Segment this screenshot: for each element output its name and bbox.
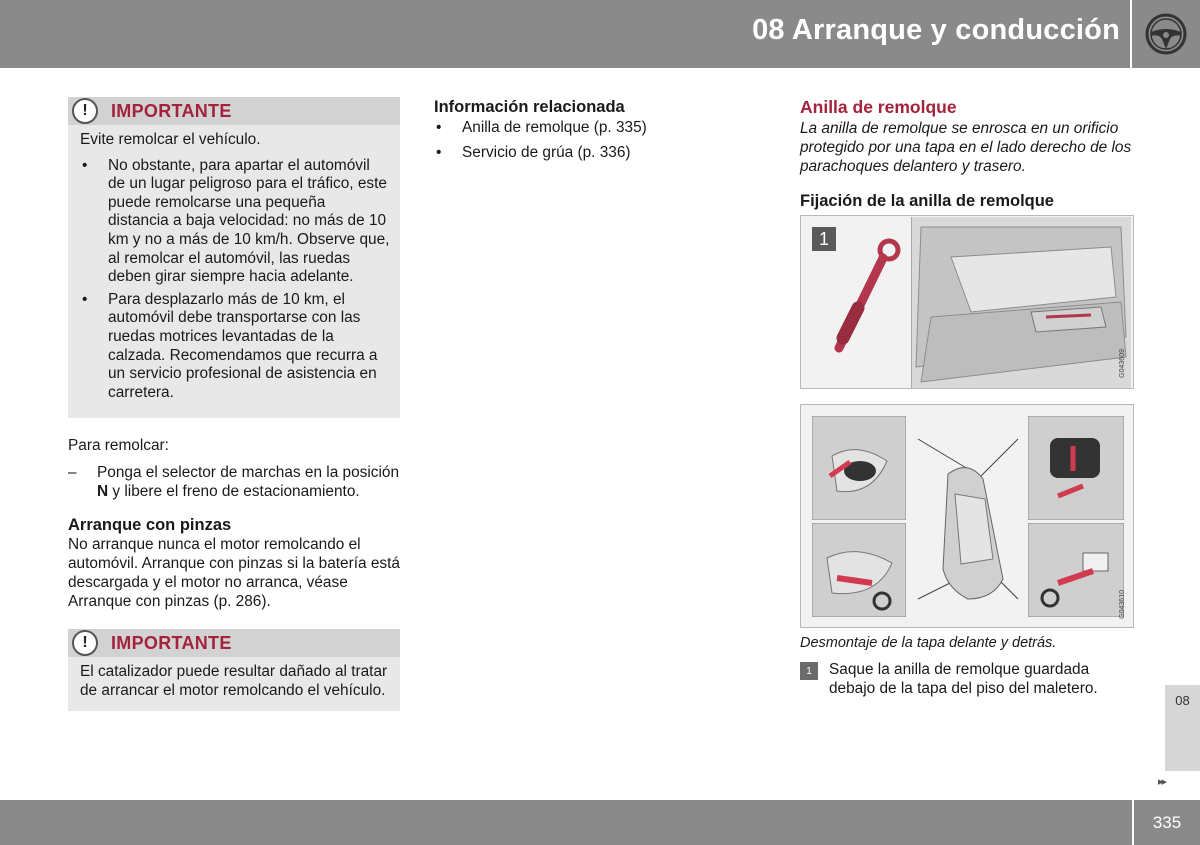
bullet-text: Para desplazarlo más de 10 km, el automóvil debe transportarse con las ruedas motrices levantadas de la calzada. Recomendamos que recurra a un servicio profesional de asistencia en carretera. (108, 290, 378, 401)
column-middle (434, 97, 774, 166)
step-number: 1 (800, 662, 818, 680)
important-header (68, 629, 400, 657)
figure-cover-removal (800, 404, 1134, 628)
important-body (68, 125, 400, 418)
figure-tow-eye-storage (800, 215, 1134, 389)
step-text-after: y libere el freno de estacionamiento. (108, 483, 360, 501)
gear-n: N (97, 483, 109, 501)
subsection-heading: Fijación de la anilla de remolque (800, 192, 1054, 210)
jump-start-heading: Arranque con pinzas (68, 516, 232, 535)
figure-caption: Desmontaje de la tapa delante y detrás. (800, 635, 1057, 651)
front-tow-eye-illustration (812, 523, 906, 617)
column-left (68, 97, 400, 711)
figure-code: G043610 (1119, 590, 1126, 619)
step-text: Saque la anilla de remolque guardada debajo de la tapa del piso del maletero. (829, 661, 1098, 697)
bullet-item (80, 157, 390, 287)
warning-icon: ! (72, 98, 98, 124)
steering-wheel-icon (1144, 12, 1188, 56)
instruction-step (800, 660, 1134, 698)
related-link[interactable]: Anilla de remolque (p. 335) (462, 119, 647, 136)
page-number: 335 (1134, 800, 1200, 845)
front-cover-illustration (812, 416, 906, 520)
warning-icon: ! (72, 630, 98, 656)
towing-lead: Para remolcar: (68, 437, 169, 455)
important-title: IMPORTANTE (111, 632, 232, 653)
chapter-icon-box (1132, 0, 1200, 68)
important-intro: Evite remolcar el vehículo. (80, 131, 261, 148)
important-box-catalyst (68, 629, 400, 710)
chapter-side-tab: 08 (1165, 685, 1200, 771)
bullet-dot: • (82, 290, 88, 308)
trunk-illustration (911, 217, 1131, 389)
related-link[interactable]: Servicio de grúa (p. 336) (462, 144, 631, 161)
figure-number: 1 (812, 227, 836, 251)
related-link-item (434, 118, 774, 137)
car-topview-illustration (913, 419, 1023, 619)
tow-eye-illustration (811, 226, 921, 376)
bullet-dot: • (436, 144, 442, 161)
bullet-text: No obstante, para apartar el automóvil de un lugar peligroso para el tráfico, este puede remolcarse una pequeña distancia a baja velocidad: no más de 10 km y no a más de 10 km/h. Observe que, al remolcar el automóvil, las ruedas deben girar siempre hacia adelante. (108, 156, 390, 286)
important-box-towing (68, 97, 400, 418)
rear-tow-eye-illustration (1028, 523, 1124, 617)
footer-bar (0, 800, 1132, 845)
figure-code: G043609 (1119, 349, 1126, 378)
continue-arrows-icon: ▸▸ (1158, 776, 1166, 788)
rear-cover-illustration (1028, 416, 1124, 520)
section-title: Anilla de remolque (800, 97, 957, 117)
important-body (68, 657, 400, 710)
section-intro: La anilla de remolque se enrosca en un orificio protegido por una tapa en el lado derecho de los parachoques delantero y trasero. (800, 120, 1132, 175)
chapter-title: 08 Arranque y conducción (752, 14, 1120, 46)
bullet-dot: • (436, 119, 442, 136)
step-text (97, 463, 400, 501)
bullet-item (80, 291, 390, 403)
column-right (800, 97, 1134, 698)
related-info-heading: Información relacionada (434, 98, 625, 116)
step-dash: – (68, 464, 77, 482)
jump-start-text: No arranque nunca el motor remolcando el automóvil. Arranque con pinzas si la batería está descargada y el motor no arranca, véase Arranque con pinzas (p. 286). (68, 536, 400, 611)
related-link-item (434, 143, 774, 162)
towing-step (68, 463, 400, 501)
important-title: IMPORTANTE (111, 100, 232, 121)
important-header (68, 97, 400, 125)
bullet-dot: • (82, 156, 88, 174)
important-text: El catalizador puede resultar dañado al tratar de arrancar el motor remolcando el vehículo. (80, 663, 388, 699)
step-text-before: Ponga el selector de marchas en la posición (97, 464, 400, 482)
